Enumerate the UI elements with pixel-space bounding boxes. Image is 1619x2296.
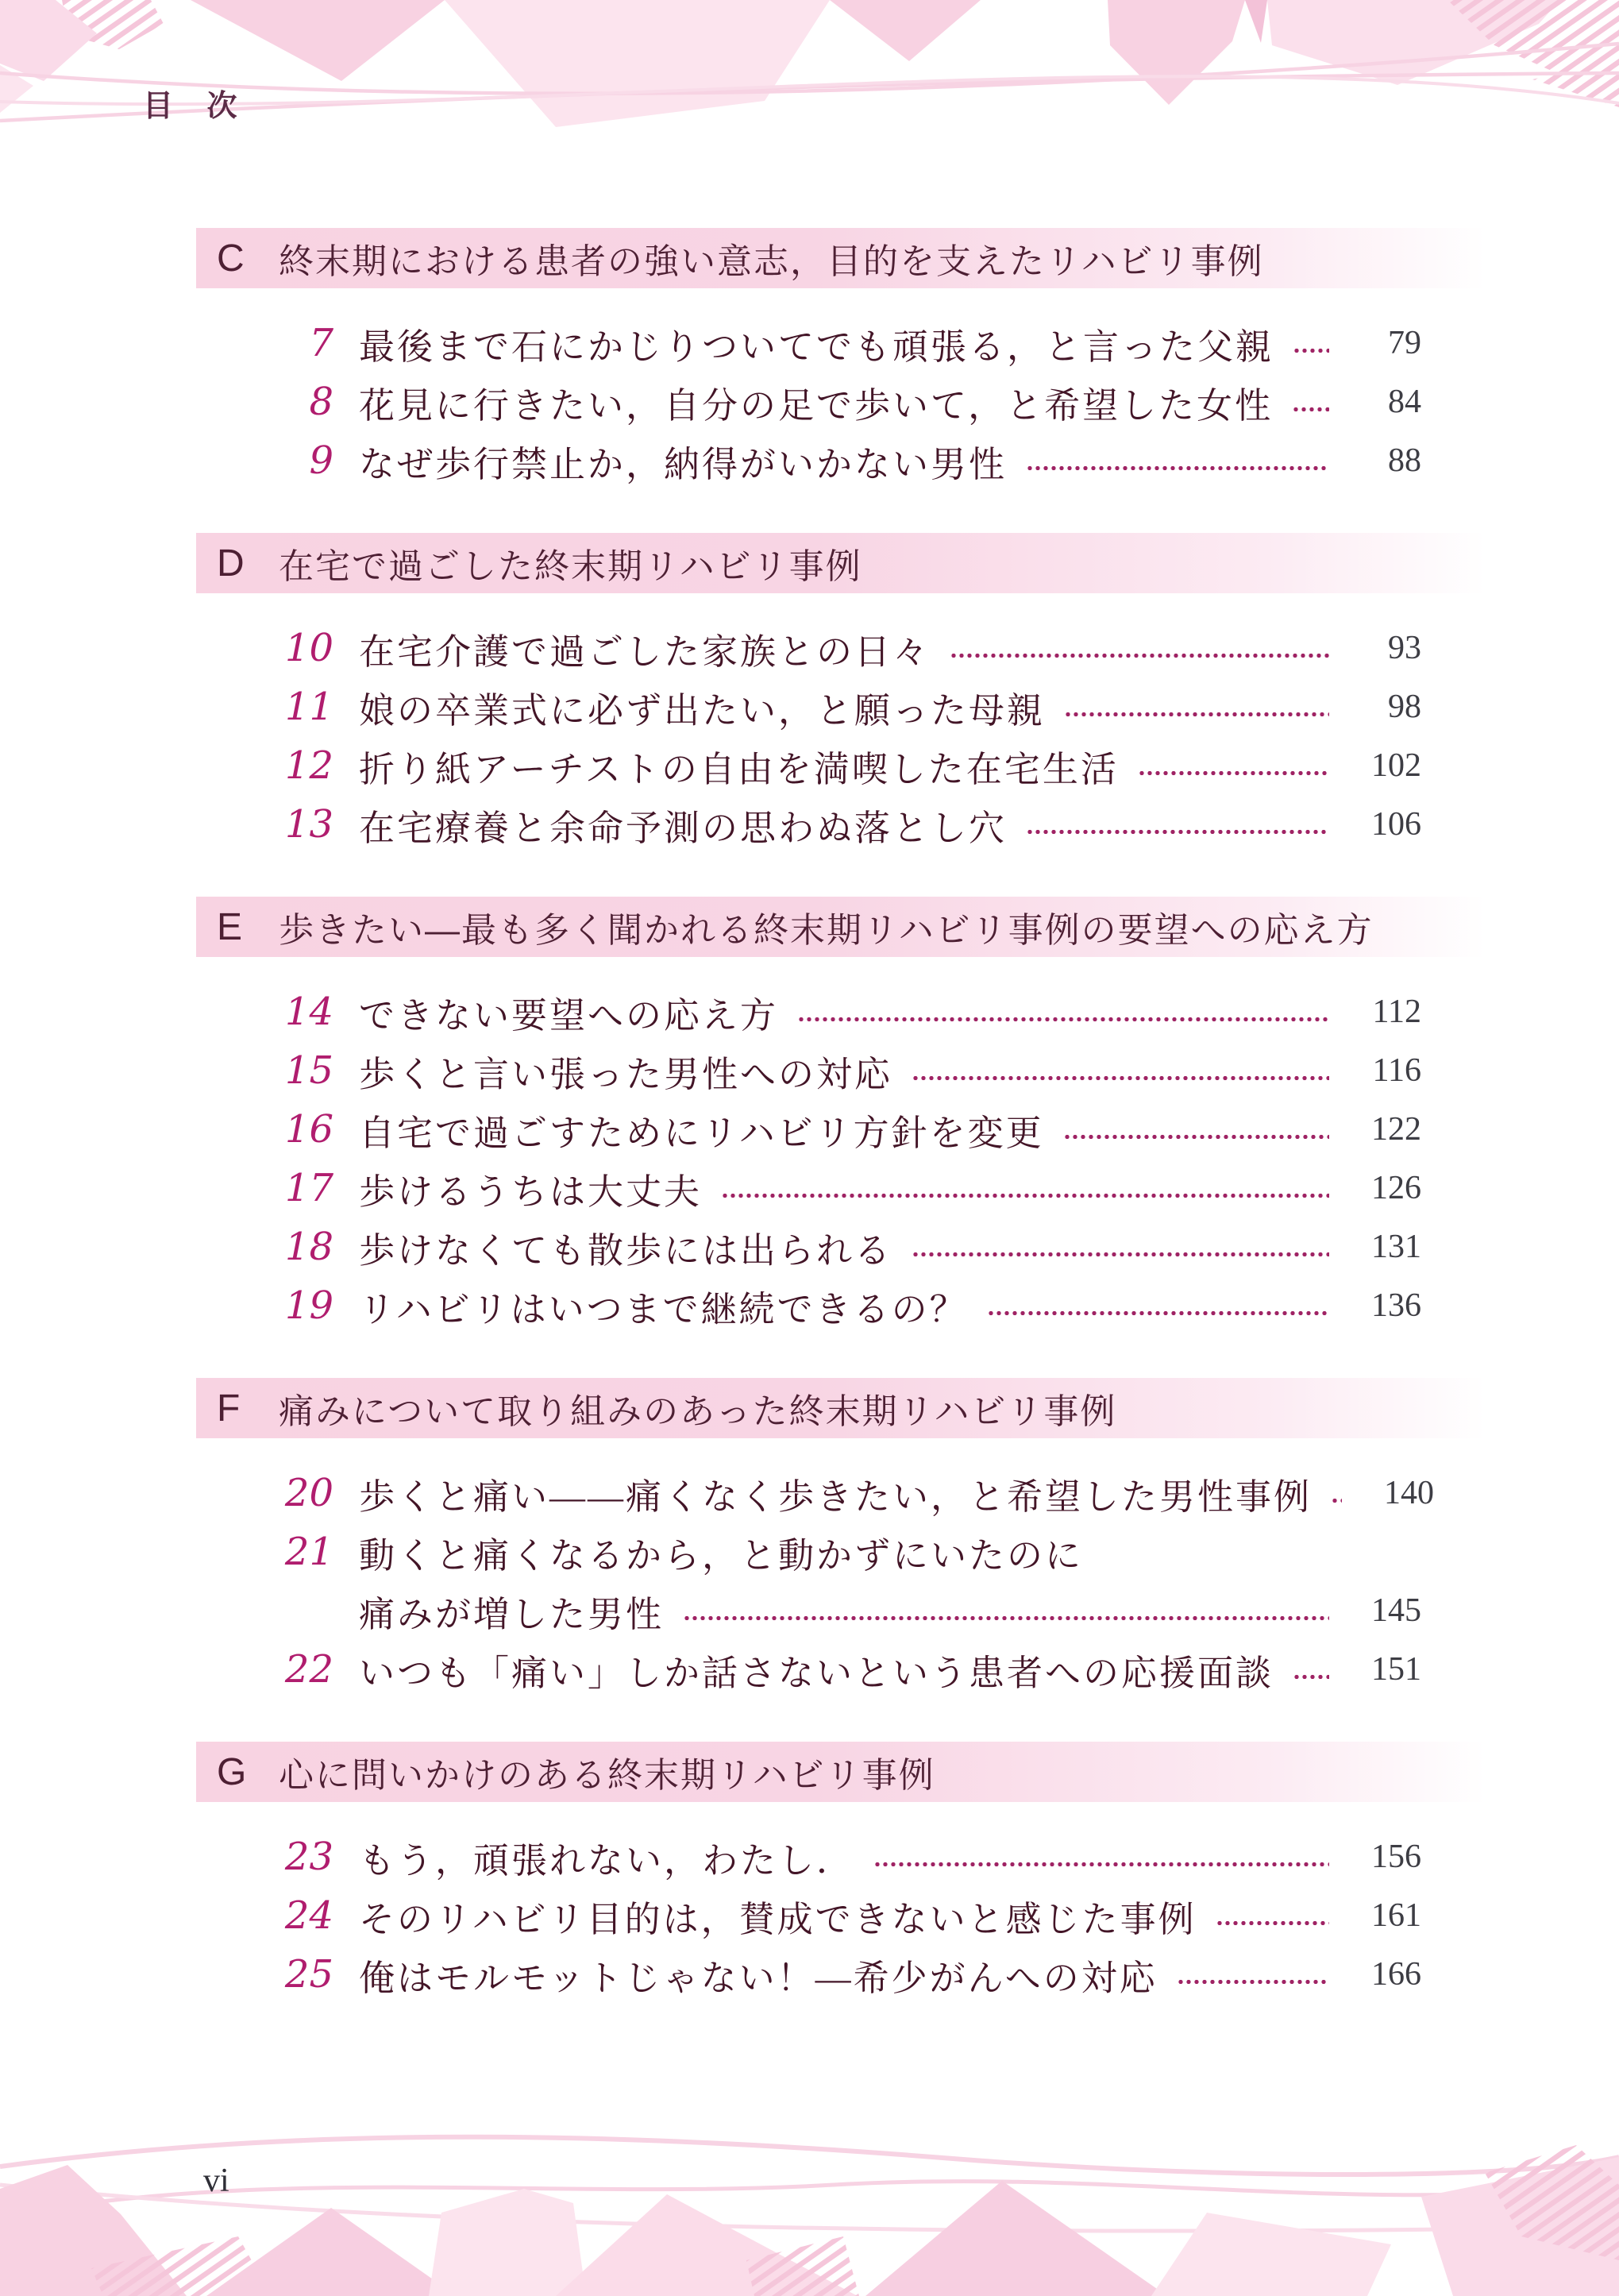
item-page-number: 79 (1388, 325, 1421, 361)
section-items (238, 619, 1421, 854)
dot-leader (1026, 829, 1329, 835)
dot-leader (1064, 712, 1329, 717)
section-items (238, 1464, 1435, 1699)
item-number: 24 (284, 1893, 333, 1938)
item-page-number: 126 (1371, 1170, 1421, 1206)
toc-item-line (238, 1827, 1421, 1886)
dot-leader (1293, 348, 1329, 353)
item-number: 22 (284, 1647, 333, 1692)
item-number: 17 (284, 1166, 333, 1210)
section-heading-bar (196, 533, 1568, 593)
item-title: 歩くと痛い――痛くなく歩きたい，と希望した男性事例 (359, 1476, 1313, 1517)
item-page-number: 116 (1372, 1052, 1421, 1089)
section-heading-bar (196, 1742, 1568, 1802)
item-number: 18 (284, 1225, 333, 1269)
item-page-number: 98 (1388, 689, 1421, 725)
dot-leader (987, 1310, 1329, 1316)
item-number: 10 (284, 626, 333, 670)
footer-page-number: vi (203, 2163, 229, 2199)
section-heading-bar (196, 1378, 1568, 1438)
item-title: 最後まで石にかじりついてでも頑張る，と言った父親 (359, 326, 1274, 367)
toc-item-line (238, 619, 1421, 677)
dot-leader (873, 1862, 1329, 1867)
item-number: 9 (309, 438, 333, 483)
item-title: 歩くと言い張った男性への対応 (359, 1054, 893, 1094)
section-title: 歩きたい―最も多く聞かれる終末期リハビリ事例の要望への応え方 (279, 911, 1374, 950)
item-page-number: 151 (1371, 1651, 1421, 1688)
toc-item-line (238, 1945, 1421, 2004)
item-page-number: 84 (1388, 384, 1421, 420)
item-title: もう，頑張れない，わたし． (359, 1840, 855, 1881)
item-page-number: 156 (1371, 1839, 1421, 1875)
item-number: 21 (284, 1530, 333, 1574)
item-number: 7 (309, 321, 333, 365)
toc-section (196, 533, 1568, 854)
section-items (238, 1827, 1421, 2004)
toc-item-line (238, 677, 1421, 736)
toc-item-line (238, 1276, 1421, 1335)
item-title: できない要望への応え方 (359, 995, 779, 1036)
item-page-number: 122 (1371, 1111, 1421, 1148)
dot-leader (1177, 1979, 1329, 1985)
toc-item-line (238, 1886, 1421, 1945)
dot-leader (1293, 1674, 1329, 1680)
item-page-number: 106 (1371, 806, 1421, 843)
dot-leader (797, 1017, 1329, 1022)
item-page-number: 88 (1388, 442, 1421, 479)
section-letter: G (217, 1750, 247, 1793)
section-title: 心に問いかけのある終末期リハビリ事例 (279, 1756, 935, 1795)
dot-leader (950, 653, 1329, 658)
item-title: 歩けるうちは大丈夫 (359, 1171, 703, 1212)
item-title: 歩けなくても散歩には出られる (359, 1230, 893, 1271)
bottom-decoration (0, 2109, 1619, 2296)
dot-leader (1063, 1134, 1329, 1140)
dot-leader (1331, 1498, 1342, 1503)
toc-item-line (238, 431, 1421, 490)
dot-leader (1216, 1920, 1329, 1926)
section-items (238, 982, 1421, 1335)
item-number: 13 (284, 802, 333, 847)
toc-section (196, 228, 1568, 490)
section-title: 終末期における患者の強い意志，目的を支えたリハビリ事例 (279, 242, 1264, 281)
page-title: 目 次 (143, 90, 250, 123)
toc-item-line (238, 1217, 1421, 1276)
item-title: 俺はモルモットじゃない！―希少がんへの対応 (359, 1958, 1158, 1998)
section-title: 在宅で過ごした終末期リハビリ事例 (279, 547, 862, 586)
toc-item-line (238, 1522, 1421, 1581)
item-page-number: 136 (1371, 1287, 1421, 1324)
item-page-number: 102 (1371, 747, 1421, 784)
section-items (238, 314, 1421, 490)
toc-item-line (238, 372, 1421, 431)
item-number: 15 (284, 1048, 333, 1093)
item-number: 25 (284, 1952, 333, 1997)
toc-item-line (238, 314, 1421, 372)
item-page-number: 93 (1388, 630, 1421, 666)
toc-item-line (238, 982, 1421, 1041)
toc-item-line (238, 736, 1421, 795)
section-letter: F (217, 1387, 241, 1430)
toc-section (196, 1378, 1568, 1699)
dot-leader (1026, 465, 1329, 471)
item-title: 痛みが増した男性 (359, 1594, 665, 1634)
section-letter: E (217, 905, 243, 948)
dot-leader (683, 1615, 1329, 1621)
section-letter: C (217, 237, 245, 280)
toc-item-line (238, 1159, 1421, 1217)
toc-item-line (238, 1640, 1421, 1699)
item-page-number: 161 (1371, 1897, 1421, 1934)
toc-item-line (238, 1100, 1421, 1159)
item-page-number: 166 (1371, 1956, 1421, 1993)
section-heading-bar (196, 897, 1568, 957)
section-letter: D (217, 542, 245, 585)
toc-item-line (238, 795, 1421, 854)
item-number: 11 (284, 685, 333, 729)
dot-leader (1138, 770, 1329, 776)
item-title: 花見に行きたい，自分の足で歩いて，と希望した女性 (359, 385, 1274, 426)
section-title: 痛みについて取り組みのあった終末期リハビリ事例 (279, 1392, 1117, 1431)
item-number: 20 (284, 1471, 333, 1515)
item-title: いつも「痛い」しか話さないという患者への応援面談 (359, 1653, 1274, 1693)
toc-item-line (238, 1041, 1421, 1100)
toc-section (196, 897, 1568, 1335)
item-title: 折り紙アーチストの自由を満喫した在宅生活 (359, 749, 1119, 789)
item-page-number: 140 (1384, 1475, 1435, 1511)
toc-sections (196, 228, 1568, 2047)
dot-leader (1292, 407, 1329, 412)
item-title: リハビリはいつまで継続できるの？ (359, 1289, 968, 1329)
toc-item-line (238, 1464, 1435, 1522)
item-page-number: 145 (1371, 1592, 1421, 1629)
item-number: 12 (284, 743, 333, 788)
item-title: なぜ歩行禁止か，納得がいかない男性 (359, 444, 1008, 484)
toc-item-line (238, 1581, 1421, 1640)
item-page-number: 112 (1372, 994, 1421, 1030)
section-heading-bar (196, 228, 1568, 288)
item-title: 在宅療養と余命予測の思わぬ落とし穴 (359, 808, 1008, 848)
dot-leader (912, 1252, 1329, 1257)
item-number: 23 (284, 1835, 333, 1879)
toc-section (196, 1742, 1568, 2004)
item-number: 8 (309, 380, 333, 424)
item-title: そのリハビリ目的は，賛成できないと感じた事例 (359, 1899, 1197, 1939)
item-number: 19 (284, 1283, 333, 1328)
item-title: 娘の卒業式に必ず出たい，と願った母親 (359, 690, 1046, 731)
item-number: 16 (284, 1107, 333, 1152)
item-page-number: 131 (1371, 1229, 1421, 1265)
item-title: 動くと痛くなるから，と動かずにいたのに (359, 1535, 1084, 1576)
dot-leader (721, 1193, 1329, 1198)
dot-leader (912, 1075, 1329, 1081)
item-number: 14 (284, 990, 333, 1034)
item-title: 在宅介護で過ごした家族との日々 (359, 631, 931, 672)
item-title: 自宅で過ごすためにリハビリ方針を変更 (359, 1113, 1044, 1153)
